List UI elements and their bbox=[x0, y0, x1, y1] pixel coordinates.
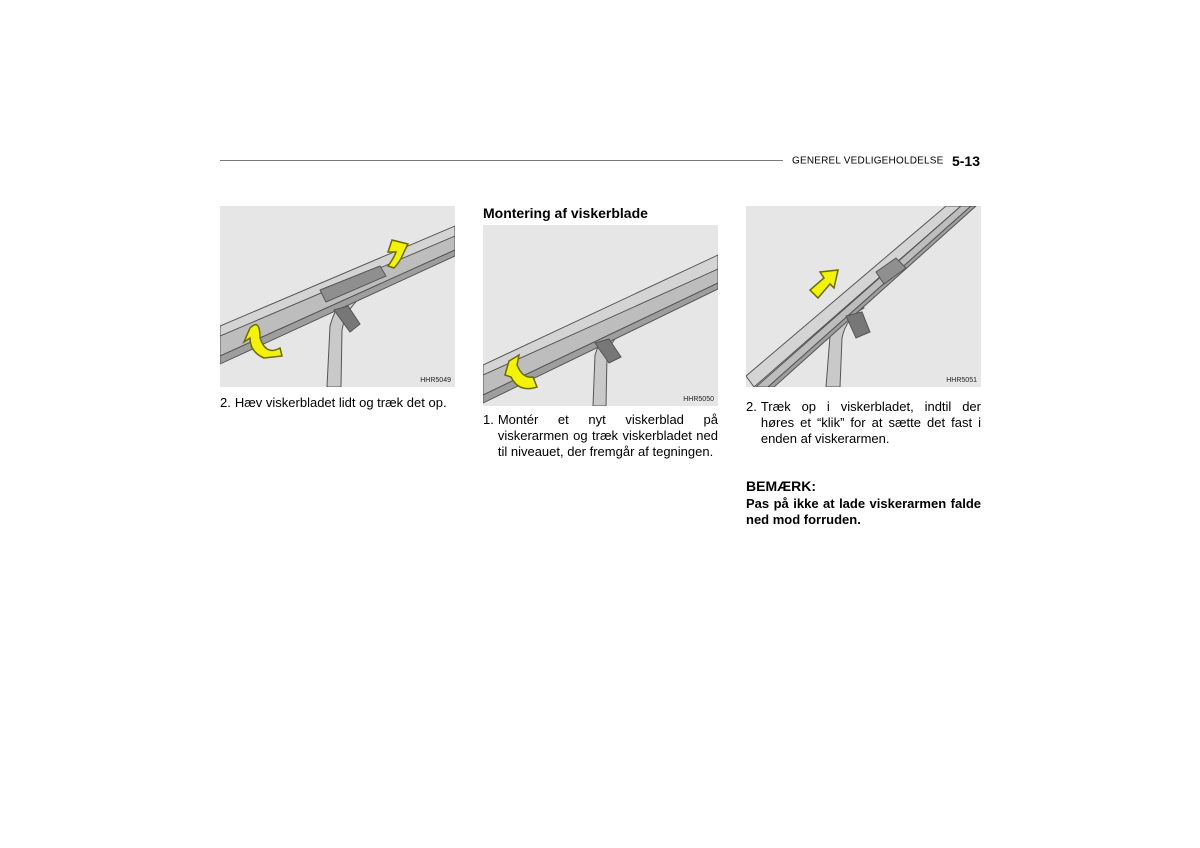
page-number: 5-13 bbox=[951, 152, 980, 169]
figure-code: HHR5050 bbox=[683, 396, 714, 403]
header-rule bbox=[220, 160, 783, 161]
step-item bbox=[483, 412, 718, 460]
section-title: GENEREL VEDLIGEHOLDELSE bbox=[792, 155, 944, 167]
note-text: Pas på ikke at lade viskerarmen falde ned mod forruden. bbox=[746, 496, 981, 527]
page-header bbox=[792, 152, 980, 170]
step-text: Montér et nyt viskerblad på viskerarmen og træk viskerbladet ned til niveauet, der fremgår af tegningen. bbox=[497, 412, 718, 459]
arrow-up-icon bbox=[810, 270, 838, 298]
wiper-illustration-2 bbox=[483, 225, 718, 406]
step-item bbox=[746, 399, 981, 447]
step-text: Hæv viskerbladet lidt og træk det op. bbox=[234, 395, 447, 410]
note-title: BEMÆRK: bbox=[746, 478, 816, 494]
figure-lift-wiper-blade bbox=[220, 206, 455, 387]
step-item bbox=[220, 395, 455, 411]
wiper-illustration-3 bbox=[746, 206, 981, 387]
section-heading: Montering af viskerblade bbox=[483, 205, 648, 221]
figure-mount-wiper-blade bbox=[483, 225, 718, 406]
step-number: 1. bbox=[483, 412, 494, 427]
figure-click-wiper-blade bbox=[746, 206, 981, 387]
step-number: 2. bbox=[746, 399, 757, 414]
figure-code: HHR5051 bbox=[946, 377, 977, 384]
step-number: 2. bbox=[220, 395, 231, 410]
figure-code: HHR5049 bbox=[420, 377, 451, 384]
step-text: Træk op i viskerbladet, indtil der høres et “klik” for at sætte det fast i enden af viskerarmen. bbox=[760, 399, 981, 446]
wiper-illustration-1 bbox=[220, 206, 455, 387]
